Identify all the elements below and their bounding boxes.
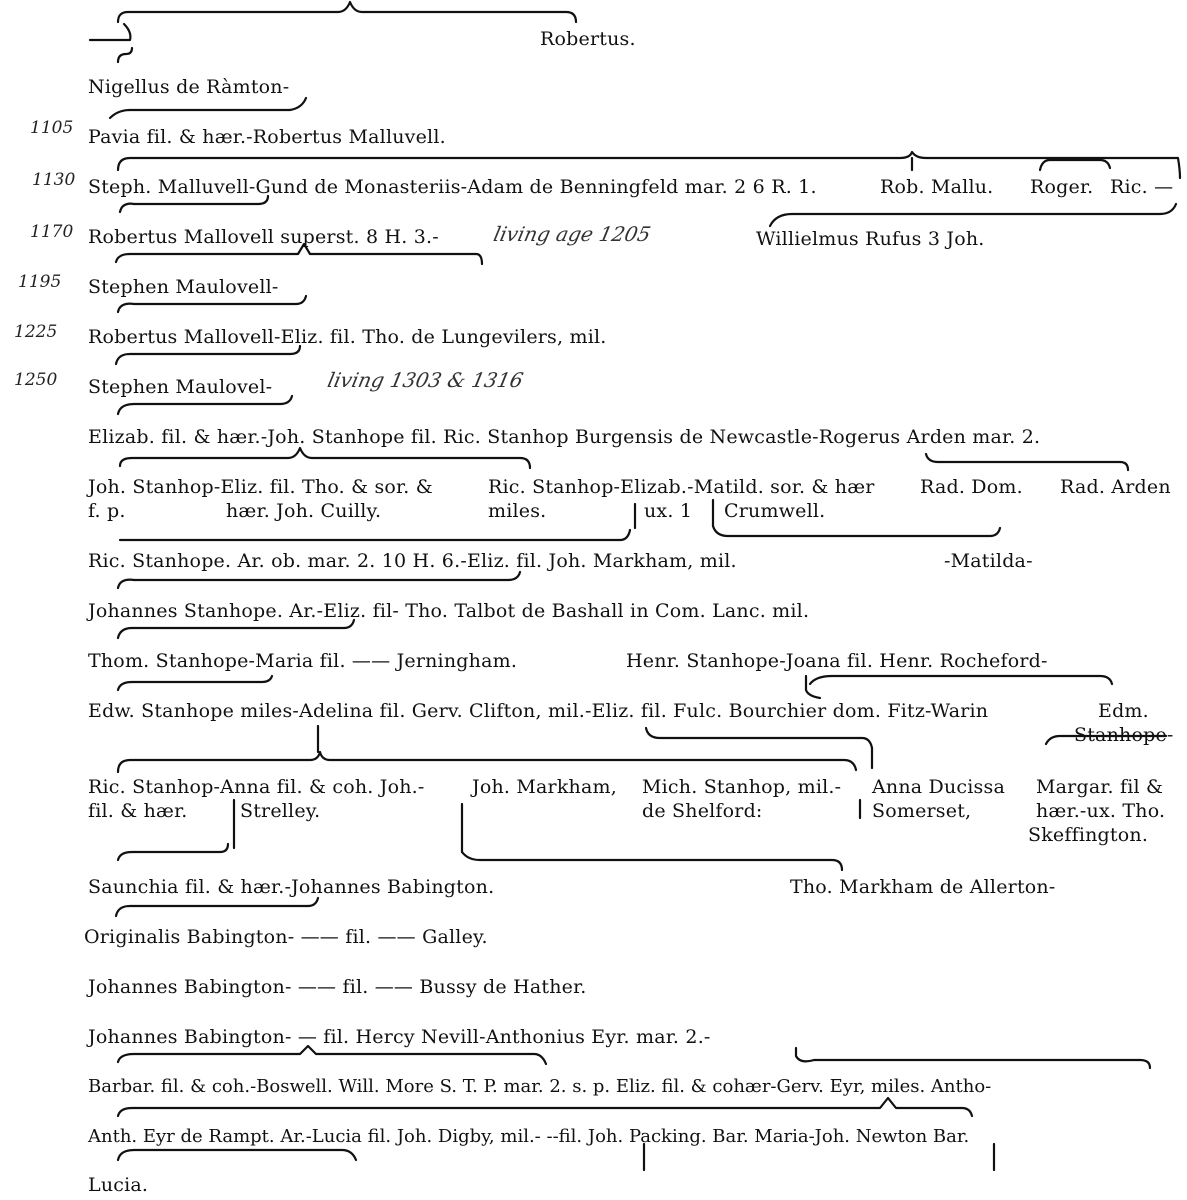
bracket-crumwell: [713, 526, 1000, 536]
entry-ric-stanhop-elizab: Ric. Stanhop-Elizab.-Matild. sor. & hær: [488, 476, 875, 498]
bracket-bourchier: [646, 728, 872, 748]
entry-ric-stanhope-ar: Ric. Stanhope. Ar. ob. mar. 2. 10 H. 6.-Eliz. fil. Joh. Markham, mil.: [88, 550, 737, 572]
entry-rob-mallu: Rob. Mallu.: [880, 176, 994, 198]
entry-de-shelford: de Shelford:: [642, 800, 763, 822]
margin-note-1225: 1225: [14, 322, 58, 342]
bracket-arden: [926, 454, 1128, 470]
entry-joh-markham: Joh. Markham,: [472, 776, 617, 798]
margin-note-1105: 1105: [30, 118, 74, 138]
entry-thom-stanhope: Thom. Stanhope-Maria fil. —— Jerningham.: [88, 650, 518, 672]
entry-nigellus: Nigellus de Ràmton-: [88, 76, 290, 98]
entry-henr-stanhope: Henr. Stanhope-Joana fil. Henr. Rocheford-: [626, 650, 1048, 672]
bracket-johannes-babington: [118, 1046, 546, 1064]
entry-rad-dom: Rad. Dom.: [920, 476, 1023, 498]
entry-joh-stanhop: Joh. Stanhop-Eliz. fil. Tho. & sor. &: [88, 476, 433, 498]
entry-barbar: Barbar. fil. & coh.-Boswell. Will. More S. T. P. mar. 2. s. p. Eliz. fil. & cohær-Gerv. Eyr, miles. Antho-: [88, 1076, 992, 1097]
handwritten-living-1303: living 1303 & 1316: [325, 368, 526, 392]
bracket-steph-malluvell: [118, 152, 1180, 178]
entry-robertus: Robertus.: [540, 28, 636, 50]
entry-anth-eyr: Anth. Eyr de Rampt. Ar.-Lucia fil. Joh. Digby, mil.- --fil. Joh. Packing. Bar. Maria-Joh. Newton Bar.: [88, 1126, 970, 1147]
entry-ric: Ric. —: [1110, 176, 1174, 198]
entry-johannes-babington-1: Johannes Babington- —— fil. —— Bussy de Hather.: [88, 976, 587, 998]
entry-pavia: Pavia fil. & hær.-Robertus Malluvell.: [88, 126, 446, 148]
entry-strelley: Strelley.: [240, 800, 321, 822]
bracket-thom: [118, 676, 272, 690]
entry-mich-stanhop: Mich. Stanhop, mil.-: [642, 776, 842, 798]
margin-note-1170: 1170: [30, 222, 74, 242]
entry-fil-haer: fil. & hær.: [88, 800, 188, 822]
bracket-johannes: [118, 620, 354, 638]
bracket-elizab: [118, 396, 292, 414]
margin-note-1130: 1130: [32, 170, 76, 190]
entry-originalis: Originalis Babington- —— fil. —— Galley.: [84, 926, 488, 948]
bracket-saunchia: [118, 844, 228, 860]
entry-haer-ux-tho: hær.-ux. Tho.: [1036, 800, 1166, 822]
entry-johannes-babington-2: Johannes Babington- — fil. Hercy Nevill-Anthonius Eyr. mar. 2.-: [88, 1026, 711, 1048]
bracket-willielmus: [770, 204, 1176, 226]
entry-matilda: -Matilda-: [944, 550, 1033, 572]
handwritten-living-1205: living age 1205: [491, 222, 653, 246]
entry-ric-stanhop-anna: Ric. Stanhop-Anna fil. & coh. Joh.-: [88, 776, 425, 798]
entry-roger: Roger.: [1030, 176, 1094, 198]
margin-note-1195: 1195: [18, 272, 62, 292]
margin-note-1250: 1250: [14, 370, 58, 390]
entry-johannes-stanhope: Johannes Stanhope. Ar.-Eliz. fil- Tho. Talbot de Bashall in Com. Lanc. mil.: [88, 600, 810, 622]
bracket-stephen-2: [116, 346, 300, 364]
bracket-stanhope-children: [120, 448, 530, 468]
bracket-robertus: [118, 2, 576, 22]
entry-miles: miles.: [488, 500, 547, 522]
entry-robertus-mallovell-2: Robertus Mallovell-Eliz. fil. Tho. de Lungevilers, mil.: [88, 326, 607, 348]
bracket-edw-children: [118, 752, 856, 772]
bracket-pavia: [110, 98, 306, 118]
bracket-anth: [118, 1150, 356, 1160]
bracket-ric-stanhop-line: [120, 530, 630, 540]
bracket-robertus-2: [118, 296, 306, 312]
entry-f-p: f. p.: [88, 500, 126, 522]
bracket-henr: [806, 676, 820, 698]
entry-robertus-mallovell-1: Robertus Mallovell superst. 8 H. 3.-: [88, 226, 439, 248]
bracket-rob-sub: [120, 196, 268, 212]
entry-ux-1: ux. 1: [644, 500, 693, 522]
entry-anna-ducissa: Anna Ducissa: [872, 776, 1005, 798]
bracket-nigellus: [118, 48, 132, 62]
entry-saunchia: Saunchia fil. & hær.-Johannes Babington.: [88, 876, 495, 898]
bracket-babington: [116, 898, 318, 916]
bracket-nigellus-stub: [90, 24, 130, 40]
entry-rad-arden: Rad. Arden: [1060, 476, 1171, 498]
entry-willielmus: Willielmus Rufus 3 Joh.: [756, 228, 985, 250]
entry-margar: Margar. fil &: [1036, 776, 1164, 798]
bracket-rob-mallu: [1040, 160, 1110, 170]
entry-stanhope-edm: Stanhope-: [1074, 724, 1174, 746]
entry-skeffington: Skeffington.: [1028, 824, 1149, 846]
entry-edw-stanhope: Edw. Stanhope miles-Adelina fil. Gerv. Clifton, mil.-Eliz. fil. Fulc. Bourchier dom. Fitz-Warin: [88, 700, 989, 722]
entry-stephen-maulovel: Stephen Maulovel-: [88, 376, 273, 398]
bracket-henr-children: [810, 676, 1112, 684]
entry-crumwell: Crumwell.: [724, 500, 826, 522]
bracket-eyr: [796, 1048, 1150, 1068]
entry-elizab: Elizab. fil. & hær.-Joh. Stanhope fil. Ric. Stanhop Burgensis de Newcastle-Rogerus Arden mar. 2.: [88, 426, 1041, 448]
entry-stephen-maulovell: Stephen Maulovell-: [88, 276, 279, 298]
entry-haer-cuilly: hær. Joh. Cuilly.: [226, 500, 382, 522]
entry-tho-markham: Tho. Markham de Allerton-: [790, 876, 1056, 898]
bracket-tho-markham: [462, 852, 842, 870]
bracket-barbar: [118, 1098, 972, 1116]
entry-edm: Edm.: [1098, 700, 1149, 722]
entry-steph-malluvell: Steph. Malluvell-Gund de Monasteriis-Adam de Benningfeld mar. 2 6 R. 1.: [88, 176, 817, 198]
entry-somerset: Somerset,: [872, 800, 972, 822]
entry-lucia: Lucia.: [88, 1174, 149, 1196]
bracket-ric-stanhope-ar: [118, 572, 520, 588]
